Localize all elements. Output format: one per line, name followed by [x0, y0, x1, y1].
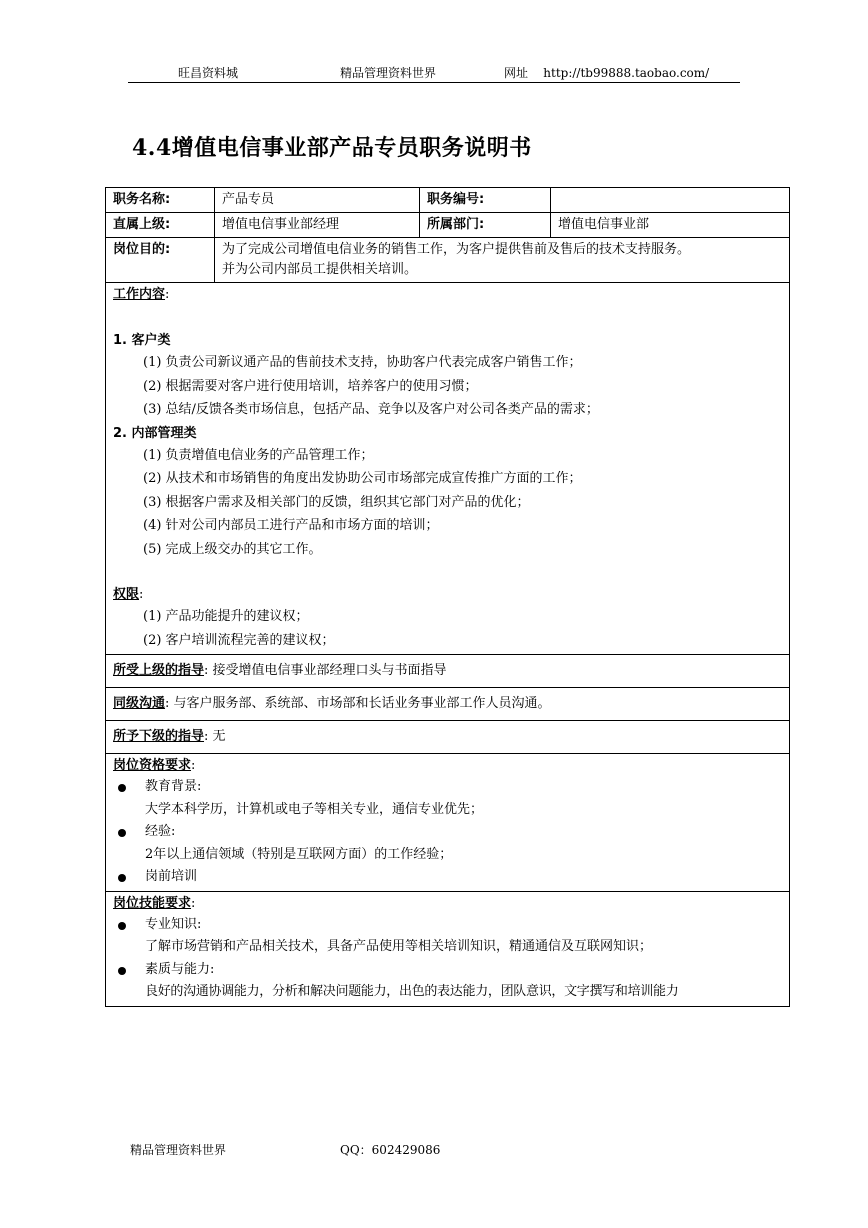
authority-label: 权限 — [113, 587, 140, 602]
header-url-label: 网址 — [504, 66, 529, 80]
job-name-label: 职务名称: — [106, 188, 215, 213]
edu-text: 大学本科学历，计算机或电子等相关专业，通信专业优先； — [145, 801, 484, 817]
dept-label: 所属部门: — [420, 213, 551, 238]
authority-heading — [113, 585, 782, 605]
row-work-content — [106, 283, 790, 655]
guidance-label: 所受上级的指导 — [113, 663, 205, 678]
skills-label: 岗位技能要求 — [113, 895, 192, 911]
row-superior — [106, 213, 790, 238]
internal-item-1: (1) 负责增值电信业务的产品管理工作； — [143, 447, 374, 463]
training-bullet: 岗前培训 — [113, 866, 782, 889]
guidance-text: : 接受增值电信事业部经理口头与书面指导 — [204, 663, 447, 678]
subordinate-cell — [106, 721, 790, 754]
footer-qq: QQ：602429086 — [340, 1143, 441, 1157]
purpose-line-2: 并为公司内部员工提供相关培训。 — [222, 262, 418, 277]
internal-item-4: (4) 针对公司内部员工进行产品和市场方面的培训； — [143, 518, 439, 533]
exp-bullet: 经验: — [113, 821, 782, 844]
purpose-line-1: 为了完成公司增值电信业务的销售工作，为客户提供售前及售后的技术支持服务。 — [222, 242, 691, 257]
ability-bullet: 素质与能力: — [113, 959, 782, 982]
internal-item-2: (2) 从技术和市场销售的角度出发协助公司市场部完成宣传推广方面的工作； — [143, 471, 582, 486]
knowledge-text: 了解市场营销和产品相关技术，具备产品使用等相关培训知识，精通通信及互联网知识； — [145, 939, 653, 954]
edu-bullet: 教育背景: — [113, 776, 782, 799]
peer-label: 同级沟通 — [113, 696, 166, 711]
job-description-table — [105, 187, 790, 1007]
customer-item-1: (1) 负责公司新议通产品的售前技术支持，协助客户代表完成客户销售工作； — [143, 355, 582, 370]
subordinate-label: 所予下级的指导 — [113, 729, 205, 744]
peer-cell — [106, 688, 790, 721]
qualification-cell — [106, 754, 790, 892]
skills-cell — [106, 891, 790, 1006]
qualification-suffix: : — [191, 758, 196, 773]
purpose-label: 岗位目的: — [106, 238, 215, 283]
work-content-label: 工作内容 — [113, 287, 166, 302]
guidance-cell — [106, 655, 790, 688]
row-purpose — [106, 238, 790, 283]
dept-value: 增值电信事业部 — [551, 213, 790, 238]
footer-left: 精品管理资料世界 — [130, 1143, 227, 1157]
internal-section-title: 2. 内部管理类 — [113, 425, 197, 441]
ability-text: 良好的沟通协调能力，分析和解决问题能力，出色的表达能力，团队意识，文字撰写和培训能力 — [145, 984, 679, 999]
work-content-heading — [113, 285, 782, 305]
header-site: 旺昌资料城 — [178, 66, 239, 80]
qualification-heading — [113, 756, 782, 776]
row-skills — [106, 891, 790, 1006]
subordinate-text: : 无 — [204, 729, 226, 744]
customer-section-title: 1. 客户类 — [113, 333, 171, 348]
row-peer — [106, 688, 790, 721]
purpose-value — [215, 238, 790, 283]
superior-label: 直属上级: — [106, 213, 215, 238]
header-url-link[interactable]: http://tb99888.taobao.com/ — [543, 66, 710, 80]
authority-item-1: (1) 产品功能提升的建议权； — [143, 609, 309, 624]
row-job-name — [106, 188, 790, 213]
peer-text: : 与客户服务部、系统部、市场部和长话业务事业部工作人员沟通。 — [165, 696, 551, 711]
skills-heading — [113, 894, 782, 914]
row-subordinate — [106, 721, 790, 754]
customer-item-2: (2) 根据需要对客户进行使用培训，培养客户的使用习惯； — [143, 378, 478, 394]
row-guidance — [106, 655, 790, 688]
work-content-suffix: : — [165, 287, 170, 302]
customer-item-3: (3) 总结/反馈各类市场信息，包括产品、竞争以及客户对公司各类产品的需求； — [143, 402, 599, 417]
page-title: 4.4增值电信事业部产品专员职务说明书 — [132, 135, 532, 161]
job-no-label: 职务编号: — [420, 188, 551, 213]
authority-item-2: (2) 客户培训流程完善的建议权； — [143, 632, 335, 648]
header-world: 精品管理资料世界 — [340, 66, 437, 80]
qualification-label: 岗位资格要求 — [113, 758, 192, 773]
internal-item-3: (3) 根据客户需求及相关部门的反馈，组织其它部门对产品的优化； — [143, 494, 530, 510]
header-url — [504, 64, 709, 81]
skills-suffix: : — [191, 895, 196, 911]
work-content-cell — [106, 283, 790, 655]
internal-item-5: (5) 完成上级交办的其它工作。 — [143, 541, 322, 557]
job-name-value: 产品专员 — [215, 188, 420, 213]
knowledge-bullet: 专业知识: — [113, 914, 782, 937]
superior-value: 增值电信事业部经理 — [215, 213, 420, 238]
job-no-value — [551, 188, 790, 213]
row-qualification — [106, 754, 790, 892]
authority-suffix: : — [139, 587, 144, 602]
exp-text: 2年以上通信领域（特别是互联网方面）的工作经验； — [145, 846, 453, 862]
page-header — [128, 62, 740, 83]
